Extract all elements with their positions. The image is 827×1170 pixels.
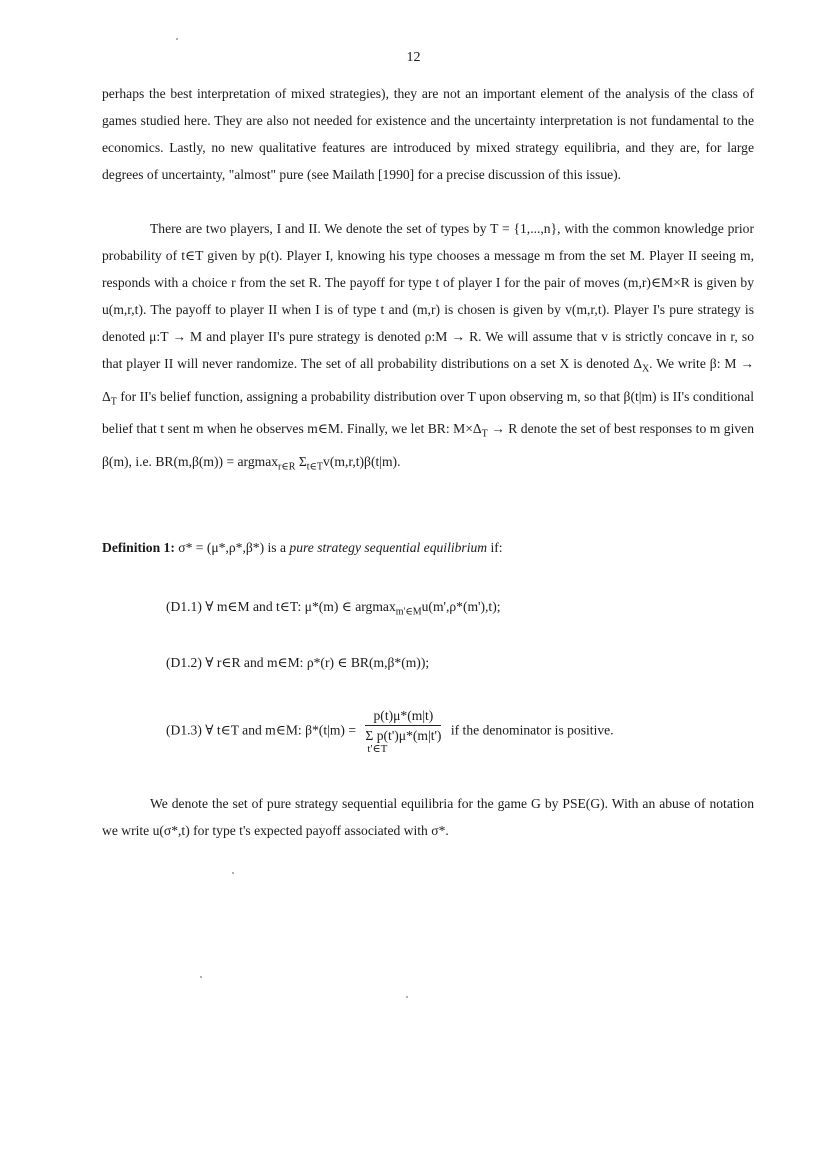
paragraph-2 — [102, 215, 754, 481]
p2-sub-4: r∈R — [278, 461, 296, 473]
paragraph-3: We denote the set of pure strategy sequential equilibria for the game G by PSE(G). With an abuse of notation we write u(σ*,t) for type t's expected payoff associated with σ*. — [102, 796, 754, 838]
p2-sub-2: T — [110, 396, 117, 408]
d13-denominator-sub: t'∈T — [367, 743, 388, 755]
p2-text-6: v(m,r,t)β(t|m). — [323, 454, 401, 470]
definition-label: Definition 1: — [102, 540, 175, 555]
d13-text: (D1.3) ∀ t∈T and m∈M: β*(t|m) = — [166, 722, 356, 738]
scan-speck — [232, 872, 234, 874]
definition-end: if: — [487, 540, 503, 555]
p2-text-4: → R denote the set of best responses to m given β(m), i.e. BR(m,β(m)) = argmax — [102, 421, 754, 470]
scan-speck — [200, 976, 202, 978]
d13-numerator: p(t)μ*(m|t) — [365, 708, 441, 726]
p2-sub-1: X — [641, 363, 650, 375]
condition-d1-2: (D1.2) ∀ r∈R and m∈M: ρ*(r) ∈ BR(m,β*(m)); — [166, 655, 430, 670]
d13-end: if the denominator is positive. — [450, 722, 614, 738]
d13-denominator: Σ p(t')μ*(m|t') — [365, 728, 442, 743]
d11-sub: m'∈M — [395, 606, 422, 618]
definition-sigma: σ* = (μ*,ρ*,β*) is a — [174, 540, 290, 555]
p2-text-1: There are two players, I and II. We denote the set of types by T = {1,...,n}, with the common knowledge prior probability of t∈T given by p(t). Player I, knowing his type chooses a message m from the set M. Player II seeing m, responds with a choice r from the set R. The payoff for type t of player I for the pair of moves (m,r)∈M×R is given by u(m,r,t). The payoff to player II when I is of type t and (m,r) is chosen is given by v(m,r,t). Player I's pure strategy is denoted μ:T → M and player II's pure strategy is denoted ρ:M → R. We will assume that v is strictly concave in r, so that player II will never randomize. The set of all probability distributions on a set X is denoted Δ — [102, 221, 754, 371]
p2-text-5: Σ — [295, 454, 307, 470]
condition-d1-1 — [166, 599, 501, 618]
d13-fraction — [365, 708, 441, 755]
p2-text-2: . We write β: M → Δ — [102, 356, 754, 404]
page-number: 12 — [406, 50, 421, 65]
p2-sub-5: t∈T — [306, 461, 324, 473]
d11-end: u(m',ρ*(m'),t); — [421, 599, 501, 614]
p2-text-3: for II's belief function, assigning a probability distribution over T upon observing m, so that β(t|m) is II's conditional belief that t sent m when he observes m∈M. Finally, we let BR: M×Δ — [102, 388, 754, 437]
p2-sub-3: T — [481, 429, 488, 441]
scan-speck — [406, 996, 408, 998]
definition-1 — [102, 540, 754, 556]
scan-speck — [176, 38, 178, 40]
d11-text: (D1.1) ∀ m∈M and t∈T: μ*(m) ∈ argmax — [166, 599, 396, 614]
definition-term: pure strategy sequential equilibrium — [289, 540, 488, 555]
condition-d1-3 — [166, 708, 614, 755]
paragraph-1: perhaps the best interpretation of mixed strategies), they are not an important element of the analysis of the class of games studied here. They are also not needed for existence and the uncertainty interpretation is not fundamental to the economics. Lastly, no new qualitative features are introduced by mixed strategy equilibria, and they are, for large degrees of uncertainty, "almost" pure (see Mailath [1990] for a precise discussion of this issue). — [102, 86, 754, 182]
